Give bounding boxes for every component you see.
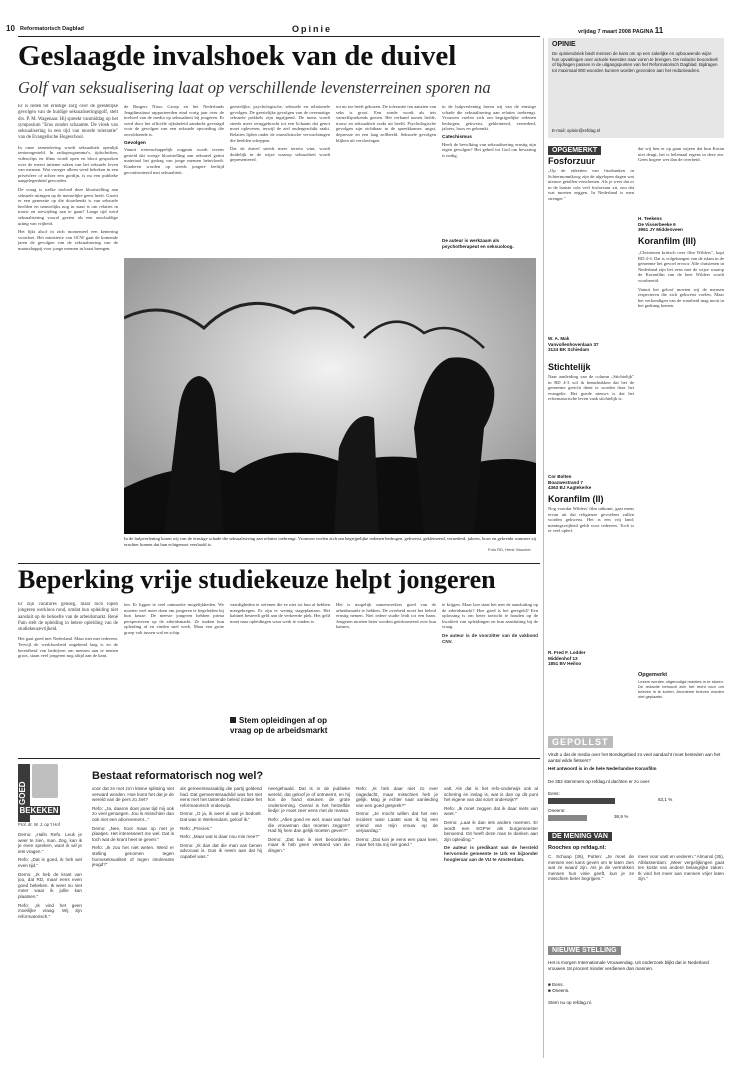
poll-bar-oneens [548, 815, 587, 821]
article2-col3: vaardigheden te oefenen die ze niet tot hun al hebben meegekregen. Er zijn te weinig stageplaatsen. Het kabinet besteedt geld aan de verkeerde plek. Het geld moet naar opleidingen waar werk te vinden is. [230, 602, 330, 624]
poll-responses-label: De 352 stemmers op refdag.nl dachten er zo over: [548, 779, 651, 784]
article2-col5: te krijgen. Maar hoe staat het met de aansluiting op de arbeidsmarkt? Hoe goed is het geregeld? Een oplossing is om beter toezicht te houden op de kwaliteit van opleidingen en hun aansluiting bij de vraag. De auteur is de voorzitter van de vakbond CNV. [442, 602, 538, 644]
mening-col1: C. Schaap (36), Putten: „Je moet de mensen een kans geven om te laten zien wat ze waard zijn. Als je de vertrokken mensen hun visie geeft, kun je ze misschien beter begrijpen." [548, 854, 634, 882]
stelling-option-oneens-label: Oneens. [552, 988, 570, 993]
page-label: PAGINA [632, 29, 654, 35]
article1-col5: in de hulpverlening horen wij van de ernstige schade die seksualisering aan relaties toebrengt. Vrouwen voelen zich om begrijpelijke redenen bedrogen, gekwetst, gekleineerd, vernederd, jaloers, boos en gekrenkt. Catechismus Heeft de bevolking van seksualisering ernstig zijn eigen gevolgen? Het gebed tot God om bewaring is nodig. [442, 104, 536, 158]
poll-label: GEPOLLST [548, 736, 613, 748]
sidebar-divider [543, 38, 544, 1058]
poll-answer-prompt: Het antwoord is in de hele Nederlandse Koranfilm [548, 766, 657, 771]
stelling-option-eens-label: Eens. [552, 982, 564, 987]
letter-koranfilm2-title: Koranfilm (II) [548, 494, 604, 504]
mening-label: DE MENING VAN [548, 832, 612, 841]
caption-text: In de hulpverlening horen wij van de ernstige schade die seksualisering aan relaties toebrengt. Vrouwen voelen zich om begrijpelijke redenen bedrogen, gekwetst, gekleineerd, vernederd, jaloers, boos en gekrenkt wanneer zij erachter komen dat hun echtgenoot verslaafd is. [124, 536, 536, 547]
columnist-avatar [32, 764, 58, 798]
bekeken-label: BEKEKEN [19, 806, 59, 815]
letter-koranfilm2-body: Nog voordat Wilders' film uitkomt, gaat mens ervan uit dat religieuze gevoelens zullen worden gekwetst. Het is een vrij land; meningsvrijheid geldt voor iedereen. Toch is er veel ophef. [548, 506, 634, 534]
article-divider [18, 563, 540, 564]
opinie-box-email: E-mail: opinie@refdag.nl [552, 128, 601, 133]
goed-bekeken-author-note: De auteur is predikant van de hersteld hervormde gemeente te Urk en bijzonder hoogleraar aan de VU te Amsterdam. [444, 845, 538, 862]
article1-subhead-gevolgen: Gevolgen [124, 140, 146, 146]
goed-label: GOED [18, 764, 30, 822]
article1-intro: Er is reden tot ernstige zorg over de geestelijke gevolgen van de huidige seksualiseringsgolf, stelt drs. P. M. Wagenaar. Hij spreekt vanmiddag op het symposium "Eros zonder schaamte. De vloek van seksualisering in een tijd van morele tolerantie" van de Evangelische Hogeschool. [18, 104, 118, 141]
article2-col1: Er zijn vacatures genoeg, maar toch lopen jongeren werkloos rond, omdat hun opleiding niet aansluit op de behoefte van de arbeidsmarkt. René Pain stelt de opleiding in betere opleiding van de studiekeuzevrijheid. Het gaat goed met Nederland. Maar niet met iedereen. Terwijl de werkloosheid ongekend laag is en de bereidheid van bedrijven om mensen aan te nemen groot, staan veel jongeren nog altijd aan de kant. [18, 602, 118, 659]
opgemerkt-label: OPGEMERKT [548, 146, 601, 155]
opinie-box-title: OPINIE [552, 41, 576, 48]
letter-koranfilm3-body: „Christenen kritisch over film Wilders", kopt RD 4-3. Dat is volgehangen van de islam in de gemeente het gevoel ervoor. Alle christenen in Nederland zijn het eens met de wijze waarop de Koranfilm van de heer Wilders wordt voorbereid. Vanuit het geloof moeten wij de mensen respecteren die zich gekwetst voelen. Maar het verkondigen van de waarheid mag nooit in het gedrang komen. [638, 250, 724, 309]
pull-quote-bullet [230, 717, 236, 723]
letter-col2-body: dat wij hen er op gaan wijzen dat hun Koran niet deugt, het is helemaal ergens in deze zin. Geen hogere wet dan de overheid. [638, 146, 724, 163]
article1-col1: Er is reden tot ernstige zorg over de geestelijke gevolgen van de huidige seksualiseringsgolf, stelt drs. P. M. Wagenaar. Hij spreekt vanmiddag op het symposium "Eros zonder schaamte. De vloek van seksualisering in een tijd van morele tolerantie" van de Evangelische Hogeschool. In onze samenleving wordt seksualiteit openlijk tentoongesteld. In radioprogramma's, tijdschriften, videoclips en films wordt open en bloot gesproken over de meest intieme zaken van het seksuele leven van mensen. Wat vroeger alleen werd bekeken in een privésfeer of achter een gordijn, is nu een publieke aangelegenheid geworden. De vraag is welke invloed deze blootstelling aan seksuele uitingen op de menselijke geest heeft. Groeit er een generatie op die doordrenkt is van seksuele beelden en nauwelijks nog in staat is om relaties in trouw en toewijding aan te gaan? Lange tijd werd seksualisering vooral gezien als een onschuldige uiting van vrijheid. Het lijkt alsof in zich momenteel een kentering voordoet. Het ministerie van OCW gaat de komende jaren de gevolgen van de seksualisering van de maatschappij voor jonge mensen in kaart brengen. [18, 104, 118, 251]
letter-stichtelijk-body: Naar aanleiding van de column „Stichtelijk" in RD 4-3 wil ik benadrukken dat het de gemeente gericht dient te worden door het evangelie. Het goede nieuws is dat het reformatorische leven vaak stichtelijk is. [548, 374, 634, 402]
goed-bekeken-col5: valt. Als dat in het refo-onderwijs ook al schering en inslag is, wat is dan op dit punt het eigene van dat soort onderwijs?" Refo: „Ik moet zeggen dat ik daar niets van weet." Demo: „Laat ik dan iets anders noemen. Er wordt een SGP'er als burgemeester benoemd. Dit heeft deze man te danken aan zijn opleiding." De auteur is predikant van de hersteld hervormde gemeente te Urk en bijzonder hoogleraar aan de VU te Amsterdam. [444, 786, 538, 862]
article1-author-note: De auteur is werkzaam als psychotherapeut en seksuoloog. [442, 238, 514, 249]
stelling-option-oneens[interactable]: ■ Oneens. [548, 988, 570, 993]
letter-fosforzuur-address: Vanvollenhovenlaan 37 [548, 341, 599, 347]
letter-koranfilm2-author: R. Fred F. Lodder [548, 650, 586, 655]
article1-subheadline: Golf van seksualisering laat op verschillende levensterreinen sporen na [18, 78, 491, 97]
masthead-page-number-left: 10 [6, 24, 15, 33]
letter-koranfilm3-address: De Visserbeeke 6 [638, 221, 676, 227]
letter-fosforzuur-city: 3124 BK Schiedam [548, 347, 590, 353]
masthead-rule [18, 36, 540, 37]
opgemerkt-footer-label: Opgemerkt [638, 672, 668, 678]
article1-photo [124, 258, 536, 534]
mening-title: Rooches op refdag.nl: [548, 845, 607, 851]
letter-fosforzuur-body: „Op de etiketten van frisdranken in Schiermonnikoog zijn de afgelopen dagen wat nieuwe getallen verschenen. Als je weet dat er in de laatste cola veel fosforzuur zit, zou dat wat moeten zeggen. In Nederland is men strenger." [548, 168, 634, 201]
opgemerkt-footer-text: Lezers worden uitgenodigd reacties in te sturen. De redactie behoudt zich het recht voor om brieven in te korten. Anonieme brieven worden niet geplaatst. [638, 680, 724, 699]
masthead-date [578, 26, 663, 35]
page-number: 11 [654, 26, 664, 35]
letter-stichtelijk-city: 4363 BJ Aagtekerke [548, 485, 592, 491]
stelling-option-eens[interactable]: ■ Eens. [548, 982, 564, 987]
article1-caption [124, 536, 536, 550]
pull-quote-text: Stem opleidingen af op vraag op de arbeidsmarkt [230, 716, 328, 735]
letter-koranfilm3-author: H. Teekens [638, 216, 662, 221]
article2-intro: Er zijn vacatures genoeg, maar toch lopen jongeren werkloos rond, omdat hun opleiding niet aansluit op de behoefte van de arbeidsmarkt. René Pain stelt de opleiding in betere opleiding van de studiekeuzevrijheid. [18, 602, 118, 633]
article1-photo-credit: Foto RD, Henk Visscher [488, 547, 531, 552]
poll-option-eens [548, 791, 724, 802]
article2-author-note: De auteur is de voorzitter van de vakbond CNV. [442, 632, 538, 644]
masthead-left-label: Reformatorisch Dagblad [20, 26, 84, 32]
goed-bekeken-col0: Demo: „Hallo Refo. Leuk je weer te zien, man. Zeg, kan ik je even spreken, want ik wil je iets vragen." Refo: „Dat is goed, ik heb wel even tijd." Demo: „Ik heb de krant van jou, dat RD, maar eens even goed bekeken. Ik weet nu niet meer waar ik jullie kan plaatsen." Refo: „Ik vind het geen moeilijke vraag. Wij zijn reformatorisch." [18, 832, 82, 919]
opinie-box [548, 38, 724, 138]
letter-koranfilm3-title: Koranfilm (III) [638, 236, 696, 246]
article2-pull-quote [230, 716, 334, 736]
goed-bekeken-col1: voor dat ze met zo'n kleine splitsing niet verward worden. Hoe komt het dat je de wereld van de pers zo ziet? Refo: „Ja, daaron doet jouw tijd mij ook zo veel genoegen. Jou is misschien dan ook niet een abonnement..." Demo: „Nee, hoor maar op met je plaatjes. Het interesseert me wel. Dat is toch wat de krant heet te geven." Refo: „Ik zou het niet weten. Werd er stelling genomen tegen homoseksualiteit of tegen intolerante jeugd?" [92, 786, 174, 868]
letter-stichtelijk-author: Cor Bolten [548, 474, 572, 479]
nieuwe-stelling-text: Het is morgen Internationale Vrouwendag. Uit onderzoek blijkt dat in Nederland vrouwen 18 procent minder verdienen dan mannen. [548, 960, 709, 971]
goed-bekeken-title: Bestaat reformatorisch nog wel? [92, 770, 264, 782]
opinie-box-text: De opinierubriek biedt mensen de kans om op een zakelijke en opbouwende wijze hun opvattingen over actuele kwesties naar voren te brengen. De redactie beoordeelt of bijdragen passen in de uitgangspunten van het Reformatorisch Dagblad. Bijdragen tot maximaal 800 woorden kunnen worden gezonden aan het redactieadres. [552, 51, 718, 73]
goed-bekeken-col2: als gemeentearaaldig die partij geldend had. Dat gemeenteraadslid was het niet eens met het tastende beleid inzake het reformatorisch onderwijs. Demo: „O ja, ik weet al wat je bedoelt. Dat was in Werkendam, geloof ik." Refo: „Precies." Refo: „Maar wat is daar nou mis mee?" Demo: „Ik dan dat die man van benen advocaat is. Dus ik neem aan dat hij capabel was." [180, 786, 262, 859]
article1-col3: geestelijke, psychologische, seksuele en relationele gevolgen. De geestelijke gevolgen van de overmatige seksuele prikkels zijn ingrijpend. De mens wordt steeds meer teruggebracht tot een lichaam dat genot moet opleveren, terwijl de ziel ondergeschikt raakt. Relaties lijden onder de onrealistische verwachtingen die beelden scheppen. Dat de duivel steeds meer terrein wint, wordt duidelijk in de wijze waarop seksualiteit wordt gepresenteerd. [230, 104, 330, 163]
letter-fosforzuur-title: Fosforzuur [548, 156, 595, 166]
article2-col4: Het is mogelijk samenwerkers goed van de arbeidsmarkt te hebben. De overheid moet het beleid ernstig nemen. Niet iedere studie leidt tot een baan. Jongeren moeten beter worden geïnformeerd over hun kansen. [336, 602, 436, 630]
nieuwe-stelling-vote[interactable]: Stem nu op refdag.nl. [548, 1000, 592, 1005]
poll-option-oneens [548, 808, 724, 819]
letter-stichtelijk-address: Boazwestrand 7 [548, 479, 583, 485]
letter-koranfilm2-city: 1851 BV Heiloo [548, 661, 582, 667]
letter-koranfilm2-signature [548, 650, 586, 667]
article1-col4: tot nu toe heeft gekozen. De tolerantie ten aanzien van seks is groot. Een zonde wordt als iets vanzelfsprekends gezien. Het verband tussen liefde, trouw en seksualiteit raakt uit beeld. Psychologische gevolgen zijn zichtbaar in de spreekkamer: angst, depressie en een laag zelfbeeld. Seksuele gevolgen blijken uit verslavingen. [336, 104, 436, 143]
letter-koranfilm3-city: 3961 JY Middenveen [638, 227, 683, 233]
letter-fosforzuur-signature [548, 336, 599, 353]
date-text: vrijdag 7 maart 2008 [578, 29, 631, 35]
masthead-section-label: Opinie [292, 24, 333, 34]
article2-headline: Beperking vrije studiekeuze helpt jongeren [18, 565, 496, 594]
mening-col2: meer voor vast en vederen." Almanol (35), Alblasserdam: „Meer vergelijkingen gaat ten koste van andere belangrijke zaken. Ik vind het meer aan mensen vrijer laten zijn." [638, 854, 724, 882]
poll-bar-eens [548, 798, 615, 804]
silhouette-photo [124, 258, 536, 534]
article1-headline: Geslaagde invalshoek van de duivel [18, 40, 457, 72]
poll-option-eens-label: Eens: [548, 791, 560, 796]
article1-subhead-catechismus: Catechismus [442, 134, 472, 140]
poll-option-eens-value: 63,1 % [658, 797, 673, 802]
poll-option-oneens-value: 36,9 % [614, 814, 629, 819]
letter-stichtelijk-signature [548, 474, 591, 491]
poll-question: Vindt u dat de media over het Bondsgebied zo veel aandacht moet besteden aan het aantal wilde fietsers? [548, 752, 721, 763]
article2-bottom-rule [18, 758, 540, 759]
goed-bekeken-col4: Refo: „Ik heb daar niet zo over nagedacht, maar misschien heb je gelijk. Mag je echter naar aanleiding van een goed gesprek?" Demo: „Je mocht willen dat het een incident was! Laatst was ik bij een vriend van mijn vrouw op de verjaardag." Demo: „Dat kon je eens een paar keer, maar het sta mij niet goed." [356, 786, 438, 848]
letter-stichtelijk-title: Stichtelijk [548, 362, 591, 372]
letter-fosforzuur-author: W. A. Mak [548, 336, 570, 341]
letter-koranfilm3-signature-top [638, 216, 683, 233]
article2-col2: ten. Er liggen te veel ontmoette mogelijkheden. We moeten veel meer doen om jongeren te begeleiden bij hun keuze. De meeste jongeren hebben prima perspectieven op de arbeidsmarkt. Ze maken hun opleiding af en vinden snel werk. Maar een grote groep valt tussen wal en schip. [124, 602, 224, 635]
letter-koranfilm2-address: Middenhof 13 [548, 655, 578, 661]
article1-col2: de Rutgers Nisso Groep en het Nederlands Jeugdinstituut rapporteerden eind vorig jaar over de invloed van de media op seksualiteit bij jongeren. Er werd door het officiële rijksbeleid aandacht gevraagd voor de gevolgen van een seksuele opvoeding die onvoldoende is. Gevolgen Vanuit wetenschappelijk oogpunt wordt tevens gesteld dat vroege blootstelling aan seksueel getint materiaal het gedrag van jonge mensen beïnvloedt. Kinderen worden op steeds jongere leeftijd geconfronteerd met seksualiteit. [124, 104, 224, 175]
columnist-name: Prof. dr. W. J. op 't Hof [18, 822, 60, 827]
poll-option-oneens-label: Oneens: [548, 808, 566, 813]
nieuwe-stelling-options [548, 982, 569, 994]
goed-bekeken-col3: neergehaald. Dat is in de publieke wereld, dat geloof je of ontneemt, en hij kon de hand steunen de grote onderneming. Overal is het hetzelfde liedje: je moet zeer eens met de massa. Refo: „Alles goed en wel, maar wat had die vrouwman dan moeten zeggen? Had hij hem dan gelijk moeten geven?" Demo: „Dat kan ik niet beoordelen, maar ik heb geen verstand van die dingen." [268, 786, 350, 853]
nieuwe-stelling-label: NIEUWE STELLING [548, 946, 621, 955]
